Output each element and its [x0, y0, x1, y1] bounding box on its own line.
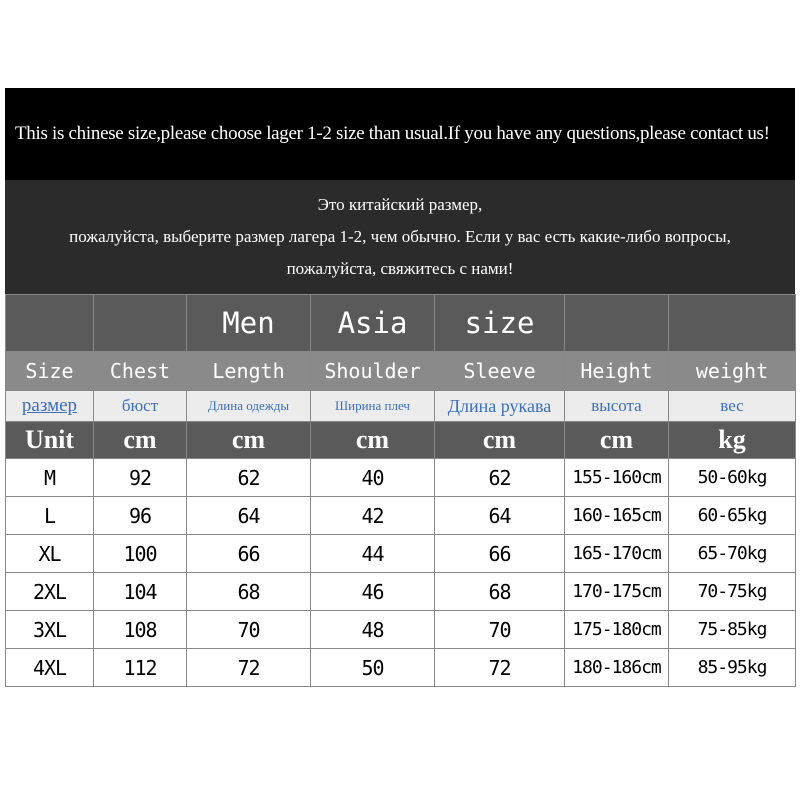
cell-height: 170-175cm	[565, 573, 669, 611]
header-ru-size: размер	[6, 391, 94, 422]
unit-length: cm	[187, 422, 311, 459]
cell-size: L	[6, 497, 94, 535]
table-row	[6, 611, 796, 649]
unit-row	[6, 422, 796, 459]
cell-chest: 100	[94, 535, 187, 573]
cell-weight: 85-95kg	[669, 649, 796, 687]
cell-weight: 65-70kg	[669, 535, 796, 573]
title-cell-size: size	[435, 295, 565, 352]
cell-size: 2XL	[6, 573, 94, 611]
cell-length: 62	[187, 459, 311, 497]
unit-chest: cm	[94, 422, 187, 459]
title-cell-men: Men	[187, 295, 311, 352]
header-length: Length	[187, 352, 311, 391]
cell-shoulder: 48	[311, 611, 435, 649]
english-notice-text: This is chinese size,please choose lager 1-2 size than usual.If you have any questions,please contact us!	[15, 123, 770, 144]
cell-shoulder: 44	[311, 535, 435, 573]
cell-chest: 108	[94, 611, 187, 649]
header-size: Size	[6, 352, 94, 391]
header-ru-shoulder: Ширина плеч	[311, 391, 435, 422]
cell-chest: 104	[94, 573, 187, 611]
cell-size: 3XL	[6, 611, 94, 649]
cell-height: 165-170cm	[565, 535, 669, 573]
cell-height: 155-160cm	[565, 459, 669, 497]
cell-length: 66	[187, 535, 311, 573]
header-ru-weight: вес	[669, 391, 796, 422]
table-row	[6, 535, 796, 573]
unit-shoulder: cm	[311, 422, 435, 459]
cell-shoulder: 50	[311, 649, 435, 687]
size-chart-table	[5, 294, 796, 687]
title-cell	[669, 295, 796, 352]
english-notice-banner	[5, 88, 795, 180]
russian-notice-line-3: пожалуйста, свяжитесь с нами!	[286, 259, 514, 278]
russian-header-row	[6, 391, 796, 422]
title-cell-asia: Asia	[311, 295, 435, 352]
cell-height: 160-165cm	[565, 497, 669, 535]
cell-size: M	[6, 459, 94, 497]
table-row	[6, 649, 796, 687]
unit-height: cm	[565, 422, 669, 459]
russian-notice-line-2: пожалуйста, выберите размер лагера 1-2, чем обычно. Если у вас есть какие-либо вопросы,	[69, 227, 731, 246]
header-ru-chest: бюст	[94, 391, 187, 422]
cell-size: XL	[6, 535, 94, 573]
cell-weight: 60-65kg	[669, 497, 796, 535]
russian-notice-banner	[5, 180, 795, 294]
unit-weight: kg	[669, 422, 796, 459]
cell-sleeve: 62	[435, 459, 565, 497]
cell-sleeve: 72	[435, 649, 565, 687]
header-ru-length: Длина одежды	[187, 391, 311, 422]
english-header-row	[6, 352, 796, 391]
cell-sleeve: 70	[435, 611, 565, 649]
table-title-row	[6, 295, 796, 352]
header-shoulder: Shoulder	[311, 352, 435, 391]
title-cell	[6, 295, 94, 352]
cell-shoulder: 40	[311, 459, 435, 497]
title-cell	[94, 295, 187, 352]
cell-chest: 112	[94, 649, 187, 687]
unit-sleeve: cm	[435, 422, 565, 459]
cell-sleeve: 64	[435, 497, 565, 535]
cell-height: 180-186cm	[565, 649, 669, 687]
header-weight: weight	[669, 352, 796, 391]
russian-notice-line-1: Это китайский размер,	[317, 195, 483, 214]
cell-shoulder: 42	[311, 497, 435, 535]
cell-sleeve: 68	[435, 573, 565, 611]
header-ru-sleeve: Длина рукава	[435, 391, 565, 422]
header-sleeve: Sleeve	[435, 352, 565, 391]
cell-weight: 75-85kg	[669, 611, 796, 649]
unit-label: Unit	[6, 422, 94, 459]
cell-length: 68	[187, 573, 311, 611]
table-row	[6, 459, 796, 497]
title-cell	[565, 295, 669, 352]
cell-weight: 50-60kg	[669, 459, 796, 497]
header-height: Height	[565, 352, 669, 391]
cell-chest: 92	[94, 459, 187, 497]
table-row	[6, 497, 796, 535]
cell-size: 4XL	[6, 649, 94, 687]
cell-length: 70	[187, 611, 311, 649]
cell-sleeve: 66	[435, 535, 565, 573]
table-row	[6, 573, 796, 611]
header-ru-height: высота	[565, 391, 669, 422]
cell-height: 175-180cm	[565, 611, 669, 649]
header-chest: Chest	[94, 352, 187, 391]
cell-length: 64	[187, 497, 311, 535]
cell-length: 72	[187, 649, 311, 687]
cell-shoulder: 46	[311, 573, 435, 611]
cell-chest: 96	[94, 497, 187, 535]
cell-weight: 70-75kg	[669, 573, 796, 611]
